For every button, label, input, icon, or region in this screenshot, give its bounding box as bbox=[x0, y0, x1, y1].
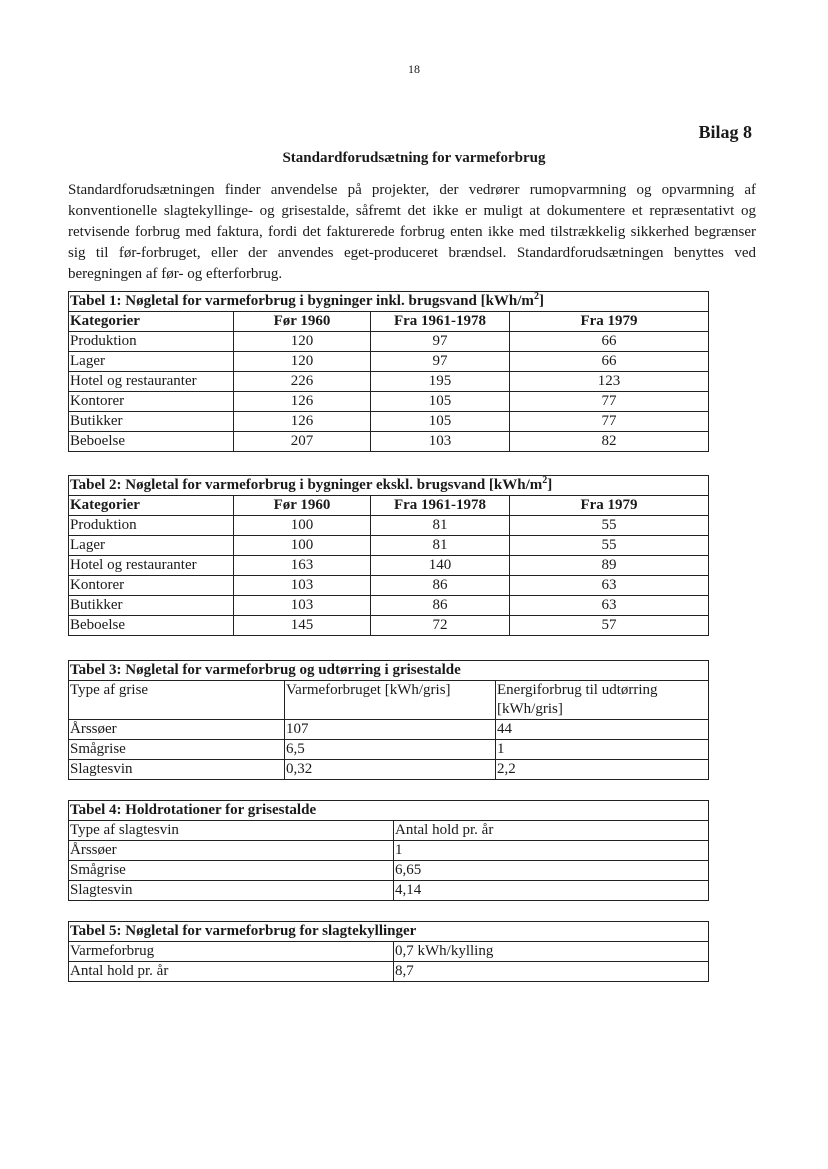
table-caption: Tabel 5: Nøgletal for varmeforbrug for slagtekyllinger bbox=[69, 922, 709, 942]
table-header-row bbox=[69, 496, 709, 516]
table-cell: Beboelse bbox=[69, 616, 234, 636]
table-cell: 81 bbox=[371, 516, 510, 536]
column-header: Kategorier bbox=[69, 312, 234, 332]
table-row bbox=[69, 841, 709, 861]
table-cell: 163 bbox=[234, 556, 371, 576]
table-row bbox=[69, 740, 709, 760]
table-cell: Slagtesvin bbox=[69, 760, 285, 780]
table-cell: 57 bbox=[510, 616, 709, 636]
table-caption: Tabel 4: Holdrotationer for grisestalde bbox=[69, 801, 709, 821]
column-header: Fra 1979 bbox=[510, 496, 709, 516]
table-cell: 66 bbox=[510, 352, 709, 372]
table-row bbox=[69, 881, 709, 901]
table-cell: 1 bbox=[394, 841, 709, 861]
table-row bbox=[69, 432, 709, 452]
table-row bbox=[69, 596, 709, 616]
table-cell: Produktion bbox=[69, 516, 234, 536]
table-4 bbox=[68, 800, 709, 901]
table-3 bbox=[68, 660, 709, 780]
table-5 bbox=[68, 921, 709, 982]
table-row bbox=[69, 372, 709, 392]
column-header: Energiforbrug til udtørring [kWh/gris] bbox=[496, 681, 709, 720]
table-cell: Årssøer bbox=[69, 841, 394, 861]
table-cell: 8,7 bbox=[394, 962, 709, 982]
table-row bbox=[69, 962, 709, 982]
table-caption: Tabel 3: Nøgletal for varmeforbrug og udtørring i grisestalde bbox=[69, 661, 709, 681]
column-header: Varmeforbruget [kWh/gris] bbox=[285, 681, 496, 720]
table-header-row bbox=[69, 821, 709, 841]
table-cell: Smågrise bbox=[69, 861, 394, 881]
table-row bbox=[69, 536, 709, 556]
table-cell: 145 bbox=[234, 616, 371, 636]
column-header: Fra 1979 bbox=[510, 312, 709, 332]
table-cell: 77 bbox=[510, 412, 709, 432]
table-row bbox=[69, 720, 709, 740]
table-row bbox=[69, 412, 709, 432]
table-cell: 63 bbox=[510, 596, 709, 616]
table-cell: Beboelse bbox=[69, 432, 234, 452]
table-cell: Kontorer bbox=[69, 576, 234, 596]
table-cell: Antal hold pr. år bbox=[69, 962, 394, 982]
page-title: Standardforudsætning for varmeforbrug bbox=[282, 150, 546, 166]
table-cell: 63 bbox=[510, 576, 709, 596]
column-header: Før 1960 bbox=[234, 496, 371, 516]
intro-paragraph: Standardforudsætningen finder anvendelse på projekter, der vedrører rumopvarmning og opvarmning af konventionelle slagtekyllinge- og grisestalde, såfremt det ikke er muligt at dokumentere et repræsentativt og retvisende forbrug med faktura, fordi det fakturerede forbrug enten ikke med tilstrækkelig sikkerhed begrænser sig til før-forbruget, eller der anvendes eget-produceret brændsel. Standardforudsætningen benyttes ved beregningen af før- og efterforbrug. bbox=[68, 182, 756, 282]
table-row bbox=[69, 576, 709, 596]
table-cell: 82 bbox=[510, 432, 709, 452]
table-cell: 6,65 bbox=[394, 861, 709, 881]
table-cell: Smågrise bbox=[69, 740, 285, 760]
table-cell: Slagtesvin bbox=[69, 881, 394, 901]
table-header-row bbox=[69, 681, 709, 720]
table-1 bbox=[68, 291, 709, 452]
table-cell: 55 bbox=[510, 516, 709, 536]
table-row bbox=[69, 616, 709, 636]
table-row bbox=[69, 861, 709, 881]
table-cell: 1 bbox=[496, 740, 709, 760]
table-row bbox=[69, 392, 709, 412]
table-cell: 103 bbox=[371, 432, 510, 452]
table-cell: 123 bbox=[510, 372, 709, 392]
appendix-label: Bilag 8 bbox=[698, 122, 752, 142]
table-cell: 81 bbox=[371, 536, 510, 556]
table-caption: Tabel 1: Nøgletal for varmeforbrug i bygninger inkl. brugsvand $[kWh/m^2]$ bbox=[69, 292, 709, 312]
column-header: Før 1960 bbox=[234, 312, 371, 332]
table-cell: 6,5 bbox=[285, 740, 496, 760]
table-cell: Produktion bbox=[69, 332, 234, 352]
table-row bbox=[69, 942, 709, 962]
table-cell: 97 bbox=[371, 352, 510, 372]
table-cell: Butikker bbox=[69, 412, 234, 432]
table-cell: 126 bbox=[234, 392, 371, 412]
table-cell: 226 bbox=[234, 372, 371, 392]
table-cell: 55 bbox=[510, 536, 709, 556]
table-cell: 66 bbox=[510, 332, 709, 352]
table-cell: 44 bbox=[496, 720, 709, 740]
table-cell: Hotel og restauranter bbox=[69, 556, 234, 576]
table-cell: 107 bbox=[285, 720, 496, 740]
table-cell: Årssøer bbox=[69, 720, 285, 740]
table-cell: 120 bbox=[234, 352, 371, 372]
table-cell: Lager bbox=[69, 352, 234, 372]
column-header: Kategorier bbox=[69, 496, 234, 516]
table-cell: 195 bbox=[371, 372, 510, 392]
table-cell: 207 bbox=[234, 432, 371, 452]
table-cell: 77 bbox=[510, 392, 709, 412]
table-cell: 72 bbox=[371, 616, 510, 636]
page-number: 18 bbox=[408, 62, 420, 76]
column-header: Fra 1961-1978 bbox=[371, 312, 510, 332]
table-row bbox=[69, 556, 709, 576]
table-cell: Kontorer bbox=[69, 392, 234, 412]
table-cell: Varmeforbrug bbox=[69, 942, 394, 962]
table-caption: Tabel 2: Nøgletal for varmeforbrug i bygninger ekskl. brugsvand $[kWh/m^2]$ bbox=[69, 476, 709, 496]
column-header: Fra 1961-1978 bbox=[371, 496, 510, 516]
table-cell: 4,14 bbox=[394, 881, 709, 901]
table-cell: 126 bbox=[234, 412, 371, 432]
column-header: Type af grise bbox=[69, 681, 285, 720]
table-row bbox=[69, 516, 709, 536]
table-cell: 86 bbox=[371, 576, 510, 596]
table-header-row bbox=[69, 312, 709, 332]
table-cell: 86 bbox=[371, 596, 510, 616]
table-cell: 105 bbox=[371, 412, 510, 432]
table-cell: 100 bbox=[234, 536, 371, 556]
column-header: Antal hold pr. år bbox=[394, 821, 709, 841]
table-cell: 103 bbox=[234, 576, 371, 596]
table-cell: 100 bbox=[234, 516, 371, 536]
table-row bbox=[69, 352, 709, 372]
table-cell: 89 bbox=[510, 556, 709, 576]
table-cell: Lager bbox=[69, 536, 234, 556]
table-cell: 0,7 kWh/kylling bbox=[394, 942, 709, 962]
table-cell: 140 bbox=[371, 556, 510, 576]
table-row bbox=[69, 760, 709, 780]
table-2 bbox=[68, 475, 709, 636]
table-cell: 105 bbox=[371, 392, 510, 412]
table-cell: 120 bbox=[234, 332, 371, 352]
table-cell: 103 bbox=[234, 596, 371, 616]
table-cell: Hotel og restauranter bbox=[69, 372, 234, 392]
table-cell: 97 bbox=[371, 332, 510, 352]
table-cell: Butikker bbox=[69, 596, 234, 616]
table-cell: 0,32 bbox=[285, 760, 496, 780]
table-row bbox=[69, 332, 709, 352]
column-header: Type af slagtesvin bbox=[69, 821, 394, 841]
table-cell: 2,2 bbox=[496, 760, 709, 780]
